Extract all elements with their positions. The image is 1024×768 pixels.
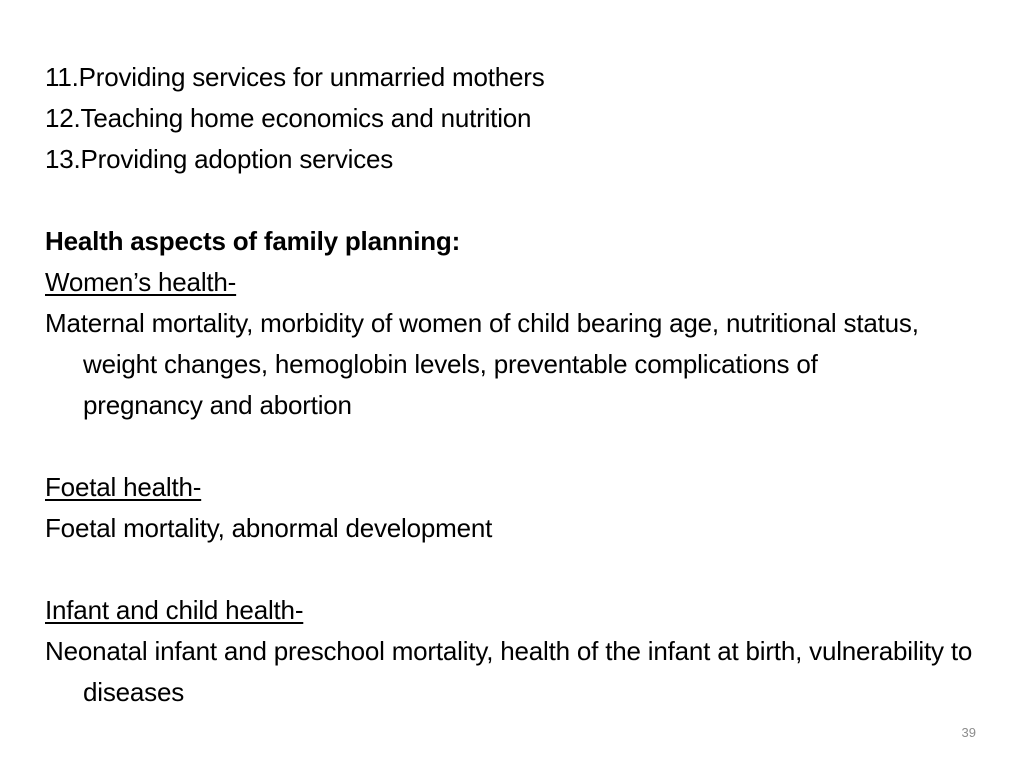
womens-health-text: Maternal mortality, morbidity of women of child bearing age, nutritional status, weight changes, hemoglobin levels, preventable complications of pregnancy and abortion (45, 308, 919, 420)
slide-content (45, 57, 985, 713)
infant-child-health-heading: Infant and child health- (45, 595, 304, 625)
page-number: 39 (961, 725, 976, 740)
womens-health-heading: Women’s health- (45, 267, 237, 297)
foetal-health-heading-line (45, 467, 985, 508)
foetal-health-heading: Foetal health- (45, 472, 202, 502)
spacer (45, 180, 985, 221)
list-item: 13.Providing adoption services (45, 144, 394, 174)
foetal-health-text: Foetal mortality, abnormal development (45, 513, 493, 543)
section-heading: Health aspects of family planning: (45, 226, 461, 256)
infant-child-health-text: Neonatal infant and preschool mortality, health of the infant at birth, vulnerability to diseases (45, 636, 973, 707)
spacer (45, 426, 985, 467)
womens-health-heading-line (45, 262, 985, 303)
infant-child-health-heading-line (45, 590, 985, 631)
list-item: 12.Teaching home economics and nutrition (45, 103, 532, 133)
list-item: 11.Providing services for unmarried mothers (45, 62, 545, 92)
spacer (45, 549, 985, 590)
